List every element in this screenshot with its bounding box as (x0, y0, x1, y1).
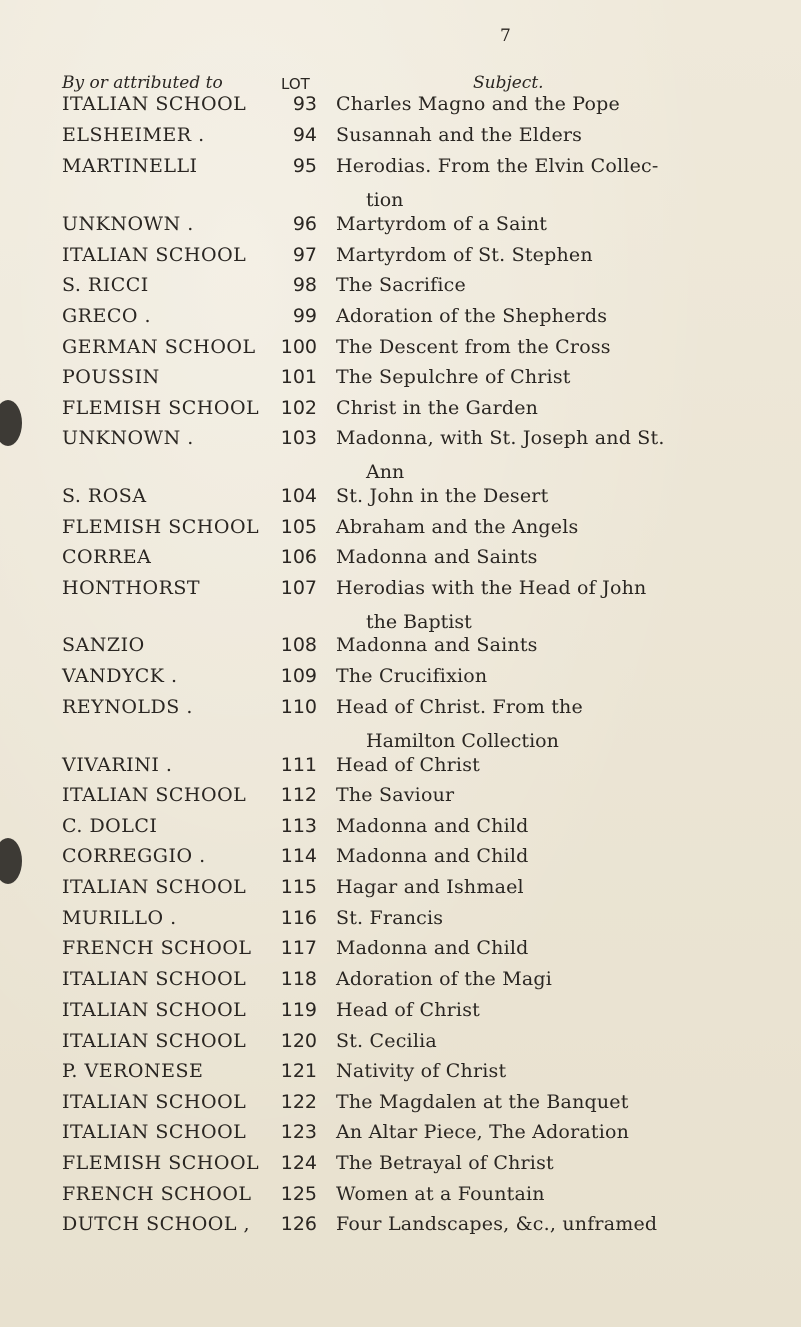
entry-artist: ITALIAN SCHOOL (62, 968, 247, 991)
entry-subject: The Sepulchre of Christ (336, 365, 571, 388)
entry-artist: ITALIAN SCHOOL (62, 243, 247, 266)
catalogue-entry (0, 576, 801, 633)
entry-artist: REYNOLDS . (62, 695, 193, 718)
entry-subject: The Betrayal of Christ (336, 1151, 554, 1174)
entry-subject: Head of Christ (336, 753, 480, 776)
entry-artist: SANZIO (62, 634, 145, 657)
entry-artist: FRENCH SCHOOL (62, 1182, 252, 1205)
entry-lot-number: 102 (280, 396, 317, 419)
entry-artist: ITALIAN SCHOOL (62, 876, 247, 899)
entry-lot-number: 118 (280, 968, 317, 991)
catalogue-entry (0, 366, 801, 398)
entry-subject: An Altar Piece, The Adoration (336, 1120, 630, 1143)
catalogue-entry (0, 634, 801, 666)
entry-lot-number: 93 (292, 93, 317, 115)
catalogue-entry (0, 124, 801, 156)
entry-artist: GRECO . (62, 304, 152, 327)
catalogue-entry (0, 876, 801, 908)
entry-lot-number: 117 (280, 937, 317, 960)
entry-lot-number: 106 (280, 545, 317, 568)
entry-artist: CORREGGIO . (62, 845, 206, 868)
catalogue-entry (0, 695, 801, 752)
entry-lot-number: 126 (280, 1212, 317, 1235)
entry-lot-number: 124 (280, 1151, 317, 1174)
catalogue-entry (0, 999, 801, 1031)
catalogue-entry (0, 516, 801, 548)
entry-lot-number: 120 (280, 1029, 317, 1052)
entry-artist: S. RICCI (62, 273, 149, 296)
catalogue-entry (0, 427, 801, 484)
entry-lot-number: 95 (292, 155, 317, 178)
entry-artist: ITALIAN SCHOOL (62, 1120, 247, 1143)
entry-artist: ITALIAN SCHOOL (62, 998, 247, 1021)
entry-lot-number: 111 (280, 753, 317, 776)
catalogue-entry (0, 1060, 801, 1092)
entry-subject: Adoration of the Magi (336, 968, 553, 991)
lot-column-header: LOT (281, 75, 310, 93)
entry-lot-number: 113 (280, 815, 317, 838)
entry-lot-number: 94 (292, 124, 317, 146)
catalogue-entry (0, 665, 801, 697)
catalogue-entry (0, 336, 801, 368)
entry-subject: Martyrdom of a Saint (336, 212, 548, 235)
entry-artist: ITALIAN SCHOOL (62, 1029, 247, 1052)
catalogue-entry (0, 815, 801, 847)
catalogue-entry (0, 397, 801, 429)
entry-artist: FLEMISH SCHOOL (62, 1151, 260, 1174)
entry-subject: The Magdalen at the Banquet (336, 1090, 629, 1113)
entry-artist: MARTINELLI (62, 155, 198, 178)
entry-subject: The Descent from the Cross (336, 335, 611, 358)
entry-lot-number: 104 (280, 484, 317, 507)
entry-subject: Christ in the Garden (336, 396, 539, 419)
catalogue-entry (0, 305, 801, 337)
catalogue-entry (0, 244, 801, 276)
entry-subject: Madonna and Child (336, 845, 529, 868)
catalogue-entry (0, 213, 801, 245)
catalogue-entry (0, 155, 801, 212)
catalogue-entry (0, 1213, 801, 1245)
artist-column-header: By or attributed to (62, 73, 223, 93)
entry-artist: HONTHORST (62, 576, 201, 599)
subject-column-header: Subject. (473, 73, 544, 93)
entry-subject: St. Cecilia (336, 1029, 437, 1052)
entry-subject: St. John in the Desert (336, 484, 549, 507)
entry-artist: P. VERONESE (62, 1059, 204, 1082)
entry-subject: Herodias. From the Elvin Collec- (336, 155, 659, 178)
entry-lot-number: 116 (280, 907, 317, 930)
catalogue-entry (0, 1183, 801, 1215)
entry-lot-number: 108 (280, 634, 317, 657)
entry-artist: ITALIAN SCHOOL (62, 93, 247, 115)
catalogue-entry (0, 754, 801, 786)
entry-lot-number: 96 (292, 212, 317, 235)
entry-lot-number: 103 (280, 427, 317, 450)
entry-subject: Martyrdom of St. Stephen (336, 243, 593, 266)
catalogue-entry (0, 274, 801, 306)
entry-subject: Head of Christ. From the (336, 695, 583, 718)
entry-subject: The Crucifixion (336, 665, 488, 688)
entry-lot-number: 98 (292, 273, 317, 296)
entry-lot-number: 107 (280, 576, 317, 599)
entry-lot-number: 114 (280, 845, 317, 868)
entry-lot-number: 105 (280, 515, 317, 538)
catalogue-entry (0, 1152, 801, 1184)
entry-lot-number: 109 (280, 665, 317, 688)
entry-artist: CORREA (62, 545, 152, 568)
entry-artist: DUTCH SCHOOL , (62, 1212, 251, 1235)
catalogue-entry (0, 968, 801, 1000)
catalogue-entry (0, 845, 801, 877)
entry-subject: Abraham and the Angels (336, 515, 579, 538)
entry-artist: MURILLO . (62, 907, 177, 930)
entry-lot-number: 99 (292, 304, 317, 327)
entry-lot-number: 121 (280, 1059, 317, 1082)
entry-artist: POUSSIN (62, 365, 160, 388)
catalogue-entry (0, 937, 801, 969)
entry-lot-number: 101 (280, 365, 317, 388)
entry-lot-number: 97 (292, 243, 317, 266)
entry-subject: Four Landscapes, &c., unframed (336, 1212, 658, 1235)
entry-lot-number: 122 (280, 1090, 317, 1113)
catalogue-entry (0, 1091, 801, 1123)
entry-artist: ITALIAN SCHOOL (62, 1090, 247, 1113)
entry-artist: GERMAN SCHOOL (62, 335, 256, 358)
entry-artist: UNKNOWN . (62, 212, 194, 235)
entry-subject-continuation: Hamilton Collection (366, 729, 559, 752)
entry-artist: FLEMISH SCHOOL (62, 396, 260, 419)
entry-subject: Head of Christ (336, 998, 480, 1021)
entry-subject: Adoration of the Shepherds (336, 304, 608, 327)
entry-subject: St. Francis (336, 907, 444, 930)
entry-lot-number: 100 (280, 335, 317, 358)
entry-subject: Susannah and the Elders (336, 124, 583, 146)
entry-artist: FLEMISH SCHOOL (62, 515, 260, 538)
entry-subject-continuation: tion (366, 189, 404, 212)
entry-lot-number: 119 (280, 998, 317, 1021)
entry-artist: ITALIAN SCHOOL (62, 784, 247, 807)
entry-subject: Hagar and Ishmael (336, 876, 524, 899)
entry-artist: FRENCH SCHOOL (62, 937, 252, 960)
entry-subject: The Sacrifice (336, 273, 466, 296)
entry-subject-continuation: the Baptist (366, 610, 472, 633)
catalogue-entry (0, 546, 801, 578)
entry-artist: ELSHEIMER . (62, 124, 205, 146)
catalogue-entry (0, 1121, 801, 1153)
entry-lot-number: 115 (280, 876, 317, 899)
entry-subject: Madonna and Child (336, 815, 529, 838)
entry-artist: S. ROSA (62, 484, 147, 507)
entry-subject: Women at a Fountain (336, 1182, 545, 1205)
entry-subject: Madonna and Child (336, 937, 529, 960)
entry-lot-number: 112 (280, 784, 317, 807)
entry-artist: UNKNOWN . (62, 427, 194, 450)
catalogue-entry (0, 1030, 801, 1062)
entry-artist: VIVARINI . (62, 753, 173, 776)
entry-lot-number: 125 (280, 1182, 317, 1205)
catalogue-entry (0, 93, 801, 125)
page-number: 7 (500, 26, 511, 46)
catalogue-entry (0, 784, 801, 816)
entry-artist: C. DOLCI (62, 815, 158, 838)
entry-lot-number: 123 (280, 1120, 317, 1143)
entry-subject: Herodias with the Head of John (336, 576, 647, 599)
entry-artist: VANDYCK . (62, 665, 178, 688)
catalogue-entry (0, 485, 801, 517)
entry-subject: The Saviour (336, 784, 455, 807)
entry-subject-continuation: Ann (366, 461, 405, 484)
entry-subject: Madonna and Saints (336, 634, 538, 657)
entry-subject: Madonna, with St. Joseph and St. (336, 427, 665, 450)
entry-subject: Madonna and Saints (336, 545, 538, 568)
entry-subject: Charles Magno and the Pope (336, 93, 620, 115)
catalogue-entry (0, 907, 801, 939)
entry-subject: Nativity of Christ (336, 1059, 507, 1082)
entry-lot-number: 110 (280, 695, 317, 718)
